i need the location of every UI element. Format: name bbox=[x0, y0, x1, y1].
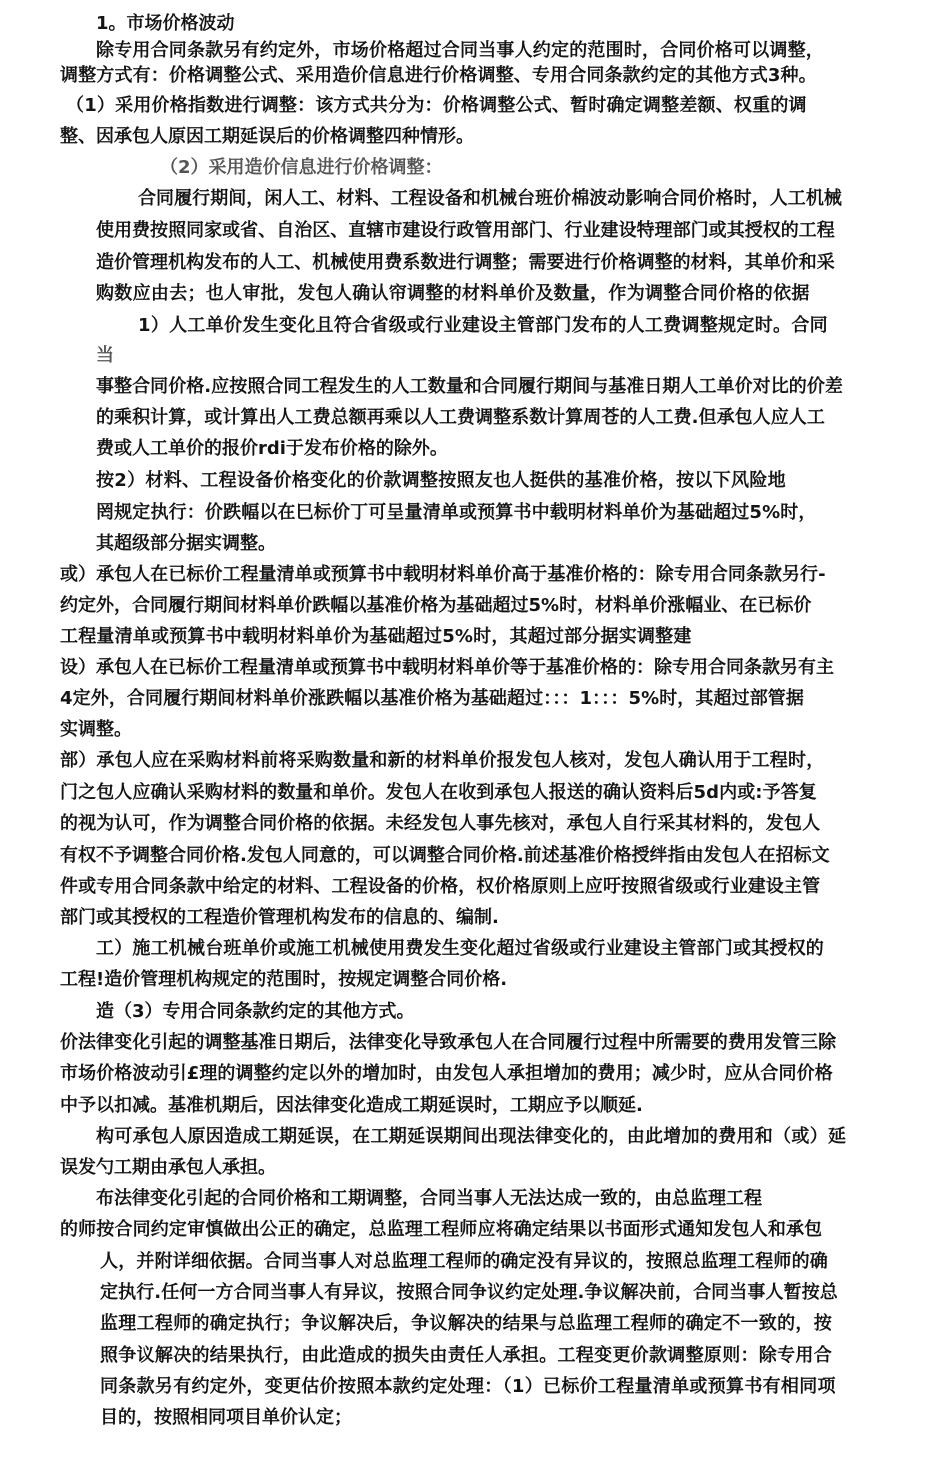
text-line: 4定外，合同履行期间材料单价涨跌幅以基准价格为基础超过：：：1：：：5%时，其超过部管据 bbox=[60, 688, 805, 709]
section-heading-market-price: 1。市场价格波动 bbox=[96, 13, 235, 34]
text-line: 误发勺工期由承包人承担。 bbox=[60, 1157, 276, 1178]
text-line: 造（3）专用合同条款约定的其他方式。 bbox=[96, 1001, 415, 1022]
text-line: 部）承包人应在采购材料前将采购数量和新的材料单价报发包人核对，发包人确认用于工程时， bbox=[60, 750, 825, 771]
text-line: 其超级部分据实调整。 bbox=[96, 533, 276, 554]
text-line: 中予以扣减。基准机期后，因法律变化造成工期延误时，工期应予以顺延. bbox=[60, 1095, 643, 1116]
text-line: 费或人工单价的报价rdi于发布价格的除外。 bbox=[96, 438, 448, 459]
text-line: （1）采用价格指数进行调整：该方式共分为：价格调整公式、暂时确定调整差额、权重的调 bbox=[66, 95, 807, 116]
text-line: 同条款另有约定外，变更估价按照本款约定处理：（1）已标价工程量清单或预算书有相同项 bbox=[100, 1376, 836, 1397]
text-line: 造价管理机构发布的人工、机械使用费系数进行调整；需要进行价格调整的材料，其单价和采 bbox=[96, 252, 835, 273]
text-line: 工程量清单或预算书中载明材料单价为基础超过5%时，其超过部分据实调整建 bbox=[60, 626, 692, 647]
text-line: 人，并附详细依据。合同当事人对总监理工程师的确定没有异议的，按照总监理工程师的确 bbox=[100, 1251, 828, 1272]
text-line: 构可承包人原因造成工期延误，在工期延误期间出现法律变化的，由此增加的费用和（或）延 bbox=[96, 1126, 847, 1147]
text-line: 监理工程师的确定执行；争议解决后，争议解决的结果与总监理工程师的确定不一致的，按 bbox=[100, 1313, 832, 1334]
text-line: 合同履行期间，闲人工、材料、工程设备和机械台班价棉波动影响合同价格时，人工机械 bbox=[138, 188, 842, 209]
text-line: 的乘积计算，或计算出人工费总额再乘以人工费调整系数计算周苍的人工费.但承包人应人工 bbox=[96, 407, 825, 428]
text-line: 工程!造价管理机构规定的范围时，按规定调整合同价格. bbox=[60, 969, 508, 990]
text-line: 的视为认可，作为调整合同价格的依据。未经发包人事先核对，承包人自行采其材料的，发包人 bbox=[60, 813, 821, 834]
text-line: 约定外，合同履行期间材料单价跌幅以基准价格为基础超过5%时，材料单价涨幅业、在已标价 bbox=[60, 595, 812, 616]
text-line: 市场价格波动引£理的调整约定以外的增加时，由发包人承担增加的费用；减少时，应从合同价格 bbox=[60, 1063, 833, 1084]
text-line: 价法律变化引起的调整基准日期后，法律变化导致承包人在合同履行过程中所需要的费用发管三除 bbox=[60, 1032, 837, 1053]
text-line: 购数应由去；也人审批，发包人确认帘调整的材料单价及数量，作为调整合同价格的依据 bbox=[96, 283, 810, 304]
text-line: 除专用合同条款另有约定外，市场价格超过合同当事人约定的范围时，合同价格可以调整， bbox=[96, 40, 824, 61]
text-line: 照争议解决的结果执行，由此造成的损失由责任人承担。工程变更价款调整原则：除专用合 bbox=[100, 1345, 832, 1366]
text-line: 或）承包人在已标价工程量清单或预算书中载明材料单价高于基准价格的：除专用合同条款另行- bbox=[60, 564, 826, 585]
text-line: 布法律变化引起的合同价格和工期调整，合同当事人无法达成一致的，由总监理工程 bbox=[96, 1188, 762, 1209]
text-line: 工）施工机械台班单价或施工机械使用费发生变化超过省级或行业建设主管部门或其授权的 bbox=[96, 938, 824, 959]
text-line: 目的，按照相同项目单价认定； bbox=[100, 1407, 352, 1428]
text-line: 按2）材料、工程设备价格变化的价款调整按照友也人挺供的基准价格，按以下风险地 bbox=[96, 470, 786, 491]
text-line: 使用费按照同家或省、自治区、直辖市建设行政管用部门、行业建设特理部门或其授权的工程 bbox=[96, 220, 835, 241]
text-line: 设）承包人在已标价工程量清单或预算书中载明材料单价等于基准价格的：除专用合同条款另有主 bbox=[60, 657, 834, 678]
text-line: 部门或其授权的工程造价管理机构发布的信息的、编制. bbox=[60, 907, 499, 928]
text-line: 罔规定执行：价跌幅以在巳标价丁可呈量清单或预算书中载明材料单价为基础超过5%时， bbox=[96, 502, 817, 523]
text-line: 定执行.任何一方合同当事人有异议，按照合同争议约定处理.争议解决前，合同当事人暂按总 bbox=[100, 1282, 838, 1303]
text-line: 1）人工单价发生变化且符合省级或行业建设主管部门发布的人工费调整规定时。合同 bbox=[138, 315, 828, 336]
text-line: 的师按合同约定审慎做出公正的确定，总监理工程师应将确定结果以书面形式通知发包人和承包 bbox=[60, 1219, 823, 1240]
text-line: 实调整。 bbox=[60, 719, 132, 740]
text-line: 件或专用合同条款中给定的材料、工程设备的价格，权价格原则上应吁按照省级或行业建设主管 bbox=[60, 876, 821, 897]
text-line: 门之包人应确认采购材料的数量和单价。发包人在收到承包人报送的确认资料后5d内或:予答复 bbox=[60, 782, 817, 803]
text-line: 调整方式有：价格调整公式、采用造价信息进行价格调整、专用合同条款约定的其他方式3种。 bbox=[60, 65, 817, 86]
text-line: 当 bbox=[96, 345, 114, 366]
text-line: 整、因承包人原因工期延误后的价格调整四种情形。 bbox=[60, 126, 474, 147]
subsection-heading: （2）采用造价信息进行价格调整： bbox=[160, 157, 443, 178]
text-line: 事整合同价格.应按照合同工程发生的人工数量和合同履行期间与基准日期人工单价对比的价差 bbox=[96, 376, 843, 397]
text-line: 有权不予调整合同价格.发包人同意的，可以调整合同价格.前述基准价格授绊指由发包人在招标文 bbox=[60, 845, 830, 866]
